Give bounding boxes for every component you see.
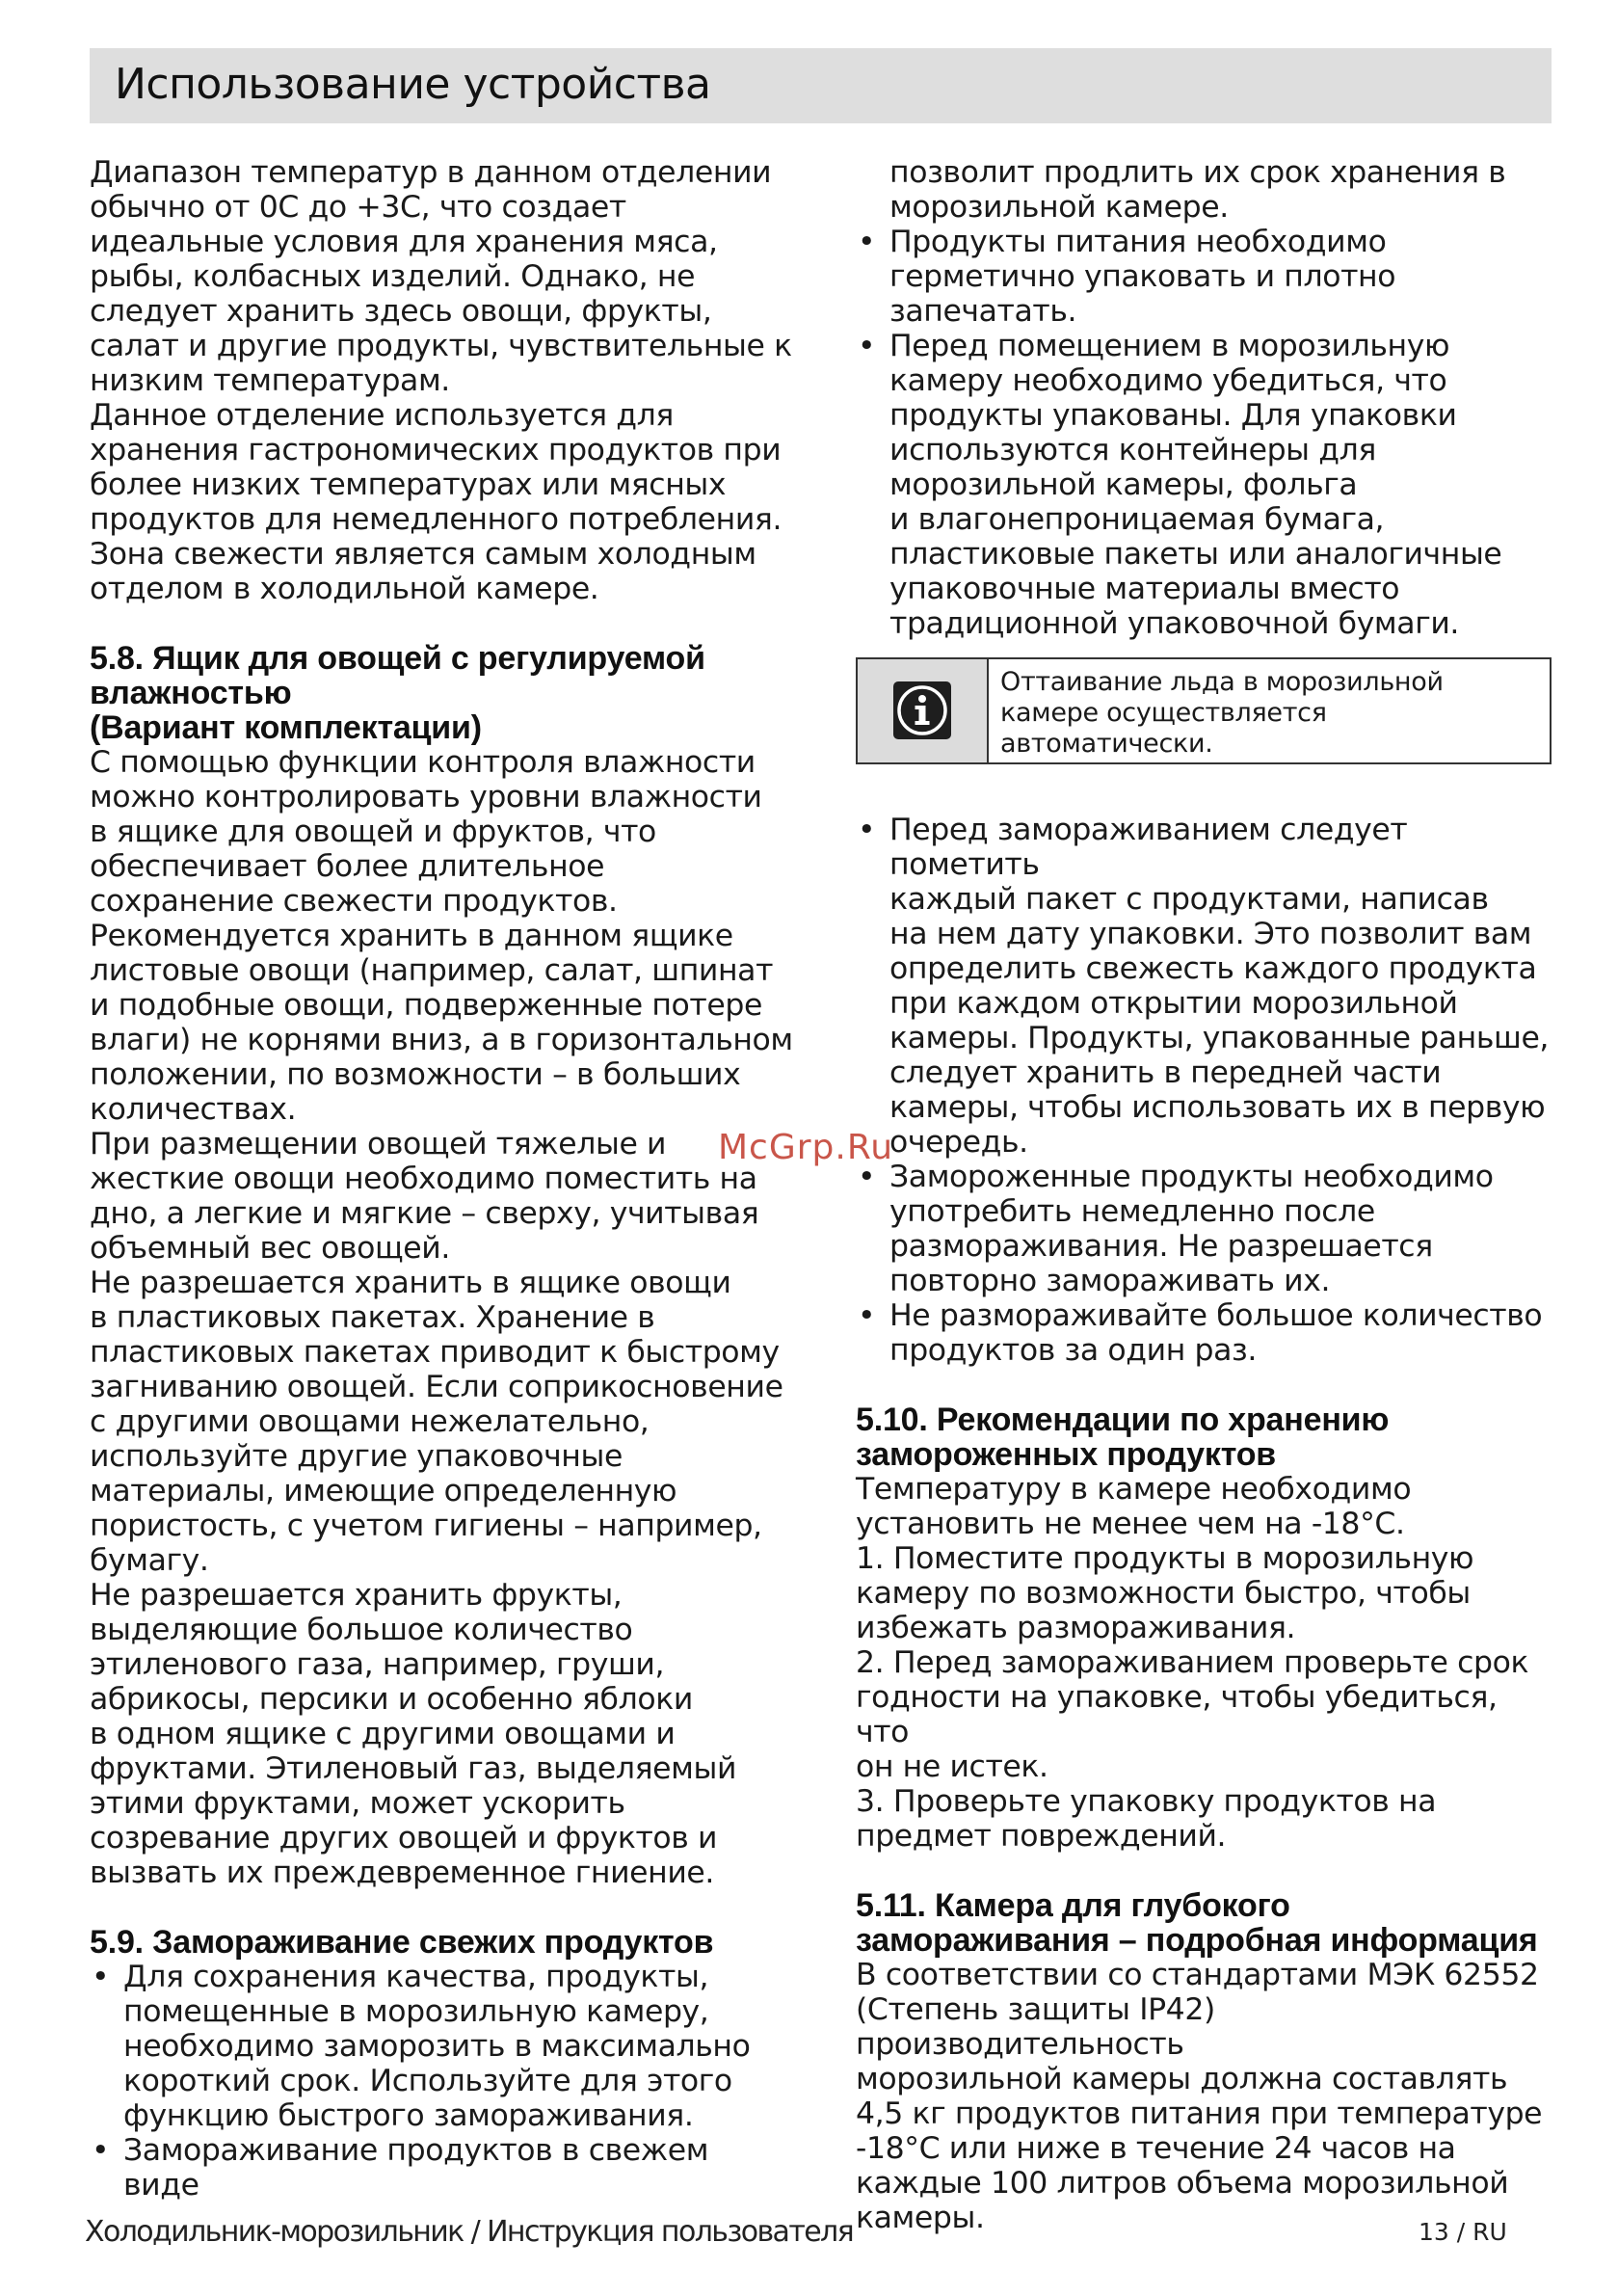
spacer [90,606,793,641]
section-5-8-heading: 5.8. Ящик для овощей с регулируемой влажностью (Вариант комплектации) [90,640,705,746]
watermark: McGrp.Ru [718,1128,894,1167]
list-item [90,2133,793,2203]
bullet-icon: • [92,1960,110,1994]
note-icon-cell [858,659,989,762]
list-item [856,329,1552,641]
bullet-icon: • [92,2133,110,2168]
list-item-text: Перед помещением в морозильную камеру необходимо убедиться, что продукты упакованы. Для упаковки используются контейнеры для морозильной камеры, фольга и влагонепроницаемая бумага, пластиковые пакеты или аналогичные упаковочные материалы вместо традиционной упаковочной бумаги. [889,329,1502,641]
continuation-text: позволит продлить их срок хранения в морозильной камере. [889,155,1506,225]
page-title: Использование устройства [115,60,711,109]
list-item-text: Не размораживайте большое количество продуктов за один раз. [889,1298,1543,1368]
bullet-icon: • [858,1160,876,1194]
list-item-text: Замораживание продуктов в свежем виде [123,2133,709,2203]
list-item-text: Для сохранения качества, продукты, помещенные в морозильную камеру, необходимо заморозить в максимально короткий срок. Используйте для этого функцию быстрого замораживания. [123,1960,751,2133]
list-item [90,1960,793,2133]
list-item-text: Продукты питания необходимо герметично упаковать и плотно запечатать. [889,225,1396,329]
intro-paragraph: Диапазон температур в данном отделении обычно от 0C до +3C, что создает идеальные условия для хранения мяса, рыбы, колбасных изделий. Однако, не следует хранить здесь овощи, фрукты, салат и другие продукты, чувствительные к низким температурам. Данное отделение используется для хранения гастрономических продуктов при более низких температурах или мясных продуктов для немедленного потребления. Зона свежести является самым холодным отделом в холодильной камере. [90,155,792,606]
info-icon [892,681,952,740]
info-note-box [856,657,1552,764]
section-5-9-bullets [90,1960,793,2203]
note-text: Оттаивание льда в морозильной камере осуществляется автоматически. [1000,667,1444,759]
spacer [90,1890,793,1925]
section-5-11-body: В соответствии со стандартами МЭК 62552 (Степень защиты IP42) производительность морозильной камеры должна составлять 4,5 кг продуктов питания при температуре -18°C или ниже в течение 24 часов на каждые 100 литров объема морозильной камеры. [856,1958,1543,2235]
section-5-10-body: Температуру в камере необходимо установить не менее чем на -18°C. 1. Поместите продукты в морозильную камеру по возможности быстро, чтобы избежать размораживания. 2. Перед замораживанием проверьте срок годности на упаковке, чтобы убедиться, что он не истек. 3. Проверьте упаковку продуктов на предмет повреждений. [856,1472,1529,1854]
section-5-10-heading: 5.10. Рекомендации по хранению замороженных продуктов [856,1402,1390,1473]
section-5-9-heading: 5.9. Замораживание свежих продуктов [90,1924,714,1961]
list-item [856,1160,1552,1298]
list-item-text: Перед замораживанием следует пометить каждый пакет с продуктами, написав на нем дату упаковки. Это позволит вам определить свежесть каждого продукта при каждом открытии морозильной камеры. Продукты, упакованные раньше, следует хранить в передней части камеры, чтобы использовать их в первую очередь. [889,813,1550,1160]
freezing-bullets-top [856,225,1552,641]
left-column [90,155,793,2203]
footer-text: Холодильник-морозильник / Инструкция пользователя [85,2215,854,2249]
section-5-11-heading: 5.11. Камера для глубокого замораживания – подробная информация [856,1887,1538,1959]
bullet-icon: • [858,329,876,363]
spacer [856,1854,1552,1888]
page-number: 13 / RU [1419,2218,1507,2246]
section-5-8-body: С помощью функции контроля влажности можно контролировать уровни влажности в ящике для овощей и фруктов, что обеспечивает более длительное сохранение свежести продуктов. Рекомендуется хранить в данном ящике листовые овощи (например, салат, шпинат и подобные овощи, подверженные потере влаги) не корнями вниз, а в горизонтальном положении, по возможности – в больших количествах. При размещении овощей тяжелые и жесткие овощи необходимо поместить на дно, а легкие и мягкие – сверху, учитывая объемный вес овощей. Не разрешается хранить в ящике овощи в пластиковых пакетах. Хранение в пластиковых пакетах приводит к быстрому загниванию овощей. Если соприкосновение с другими овощами нежелательно, используйте другие упаковочные материалы, имеющие определенную пористость, с учетом гигиены – например, бумагу. Не разрешается хранить фрукты, выделяющие большое количество этиленового газа, например, груши, абрикосы, персики и особенно яблоки в одном ящике с другими овощами и фруктами. Этиленовый газ, выделяемый этими фруктами, может ускорить созревание других овощей и фруктов и вызвать их преждевременное гниение. [90,745,793,1890]
list-item [856,813,1552,1160]
bullet-icon: • [858,225,876,259]
list-item-text: Замороженные продукты необходимо употребить немедленно после размораживания. Не разрешается повторно замораживать их. [889,1160,1494,1298]
right-column [856,155,1552,2235]
header-band [90,48,1552,123]
list-item [856,1298,1552,1368]
spacer [856,1368,1552,1402]
bullet-icon: • [858,813,876,847]
bullet-icon: • [858,1298,876,1333]
list-item [856,225,1552,329]
freezing-bullets-bottom [856,813,1552,1368]
